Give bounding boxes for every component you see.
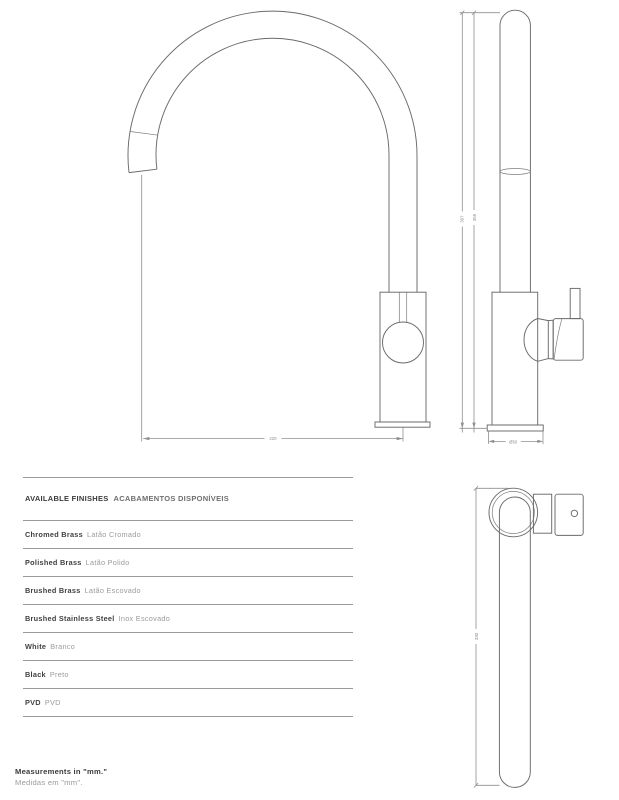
valve-body-side [492,292,538,425]
spout-outer-arc [128,11,417,292]
spout-tip-cut [129,169,157,172]
finish-name-pt: Latão Cromado [86,529,141,539]
base-flange-side [487,425,543,431]
top-view [473,486,583,788]
aerator-ellipse [500,169,530,175]
front-reach-label: 220 [269,436,277,442]
measurements-note [15,767,107,788]
side-view [459,10,584,444]
finish-row-brushed-brass [23,576,353,604]
base-flange-front [375,422,430,427]
finish-name-pt: Inox Escovado [118,613,171,623]
spout-inner-arc [156,38,389,292]
dimension-base-diameter [489,431,544,444]
handle-pin-hole [571,510,577,516]
base-diameter-label: Ø50 [509,439,518,445]
handle-lever-side [570,288,580,318]
finish-name-en: PVD [25,697,41,707]
finishes-header-en: AVAILABLE FINISHES [25,494,109,504]
valve-body-front [380,292,426,422]
spout-top-outline [499,497,530,787]
finishes-table-header [23,477,353,520]
finish-name-pt: Branco [50,641,76,651]
base-inner-circle [492,491,534,533]
handle-block-side [553,319,583,361]
front-view [128,11,430,441]
top-depth-label: 330 [473,632,479,641]
handle-knob-front [383,322,424,363]
handle-cone [538,319,554,362]
cartridge-bulge [524,319,538,362]
finish-row-black [23,660,353,688]
finish-name-en: Brushed Brass [25,585,81,595]
inner-pipe-lines [399,292,406,322]
handle-block-top [555,494,583,535]
finish-row-brushed-stainless-steel [23,604,353,632]
finishes-header-pt: ACABAMENTOS DISPONÍVEIS [113,494,229,504]
finish-name-en: Chromed Brass [25,529,83,539]
finish-name-pt: PVD [44,697,61,707]
finish-row-polished-brass [23,548,353,576]
dimension-side-heights [459,11,500,433]
available-finishes-table [23,477,353,717]
measurements-note-pt: Medidas em "mm". [15,777,83,787]
finish-name-en: Polished Brass [25,557,82,567]
finish-row-pvd [23,688,353,716]
finish-name-en: White [25,641,47,651]
handle-face-curve [554,319,562,360]
finish-row-chromed-brass [23,520,353,548]
finish-row-white [23,632,353,660]
spout-tube-side [500,10,530,292]
handle-connector-top [533,494,551,533]
dimension-front-reach [142,175,403,442]
aerator-joint-line [130,132,158,136]
measurements-note-en: Measurements in "mm." [15,767,108,776]
finish-name-en: Brushed Stainless Steel [25,613,115,623]
side-height-total-label: 397 [459,215,465,223]
finish-name-en: Black [25,669,46,679]
finish-name-pt: Preto [49,669,69,679]
side-height-spout-label: 355 [471,213,477,222]
finish-name-pt: Latão Polido [85,557,130,567]
finish-name-pt: Latão Escovado [84,585,141,595]
